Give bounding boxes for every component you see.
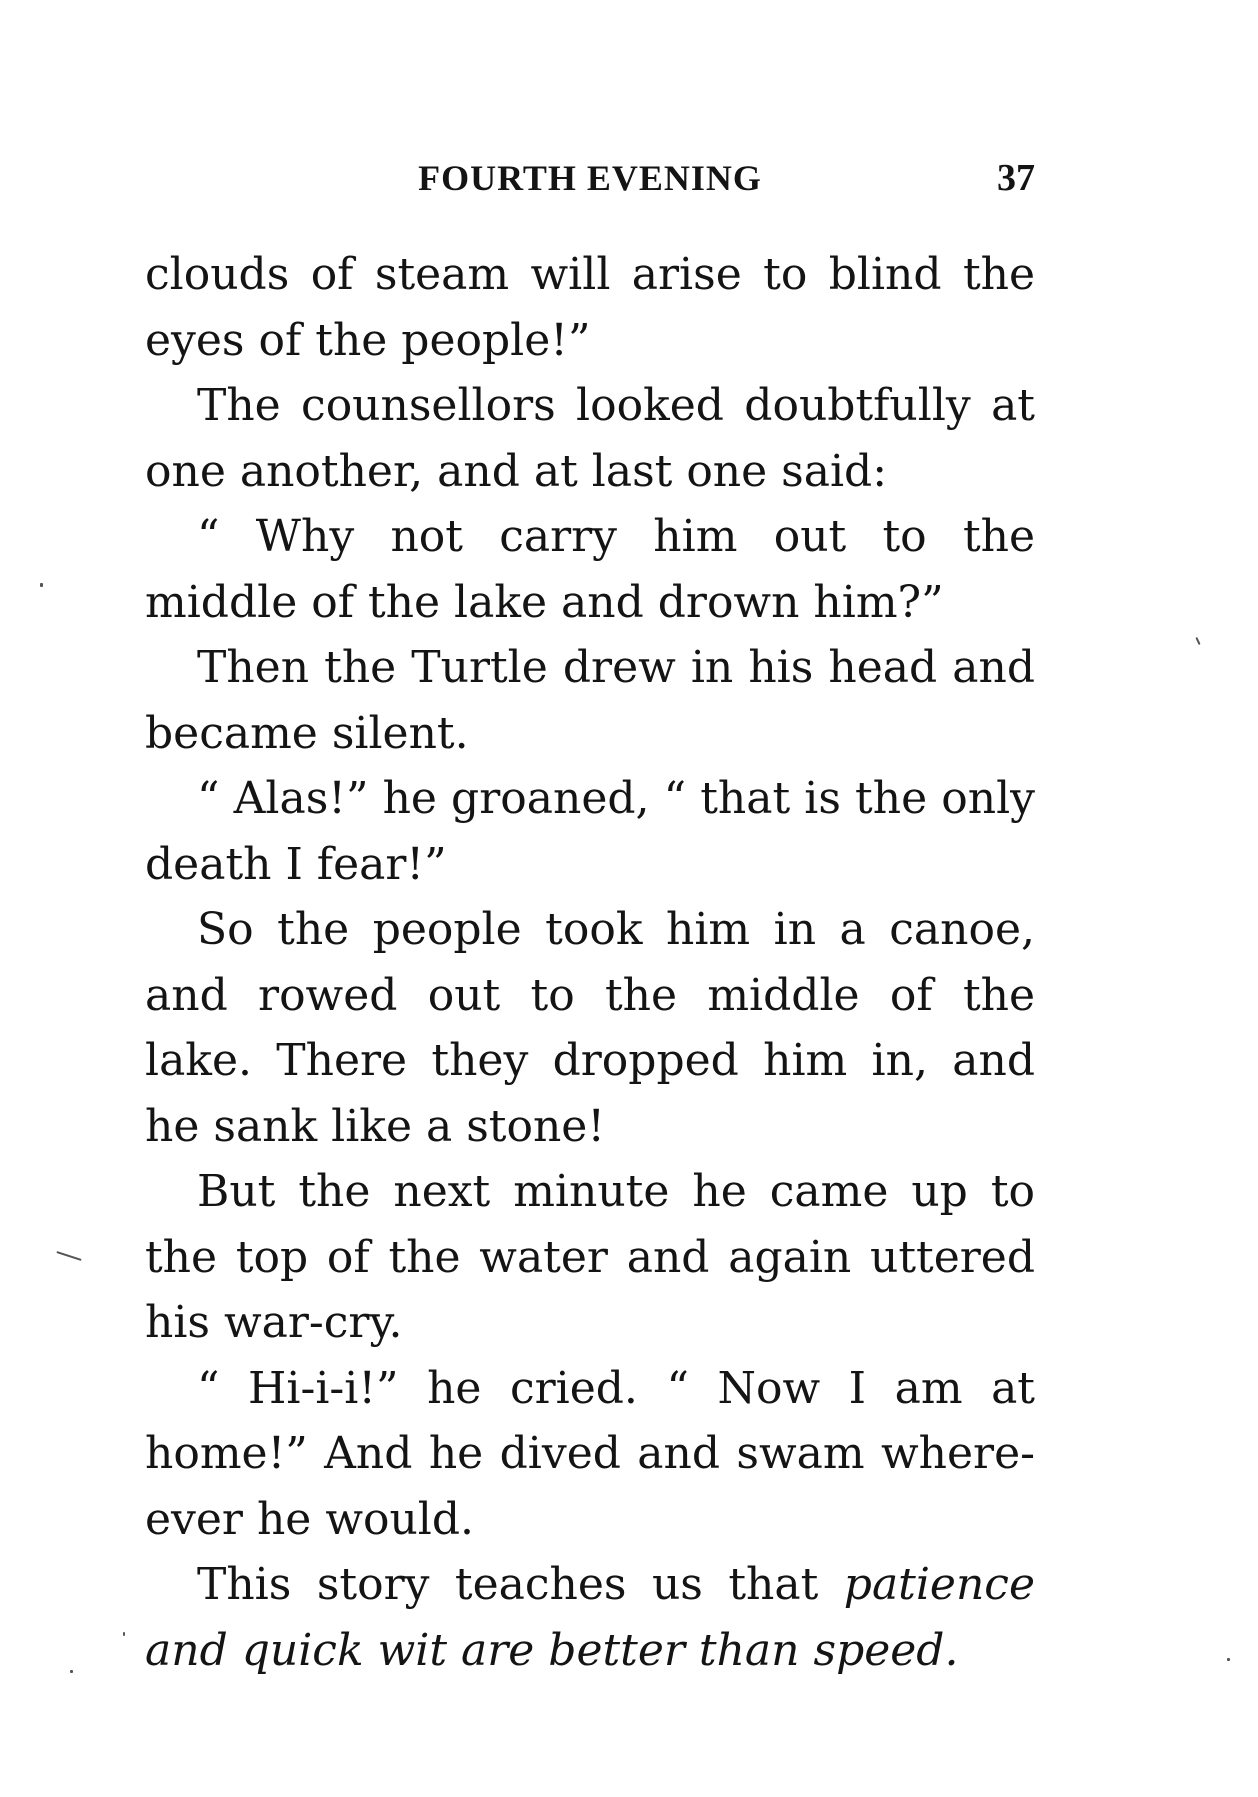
speck: [1227, 1658, 1230, 1661]
speck: [123, 1632, 125, 1636]
paragraph-9: [145, 1552, 1035, 1683]
paragraph-2: The counsellors looked doubtfully at one another, and at last one said:: [145, 380, 1035, 497]
paragraph-6: So the people took him in a canoe, and rowed out to the middle of the lake. There they dropped him in, and he sank like a stone!: [145, 904, 1035, 1152]
paragraph-3: “ Why not carry him out to the middle of the lake and drown him?”: [145, 511, 1035, 628]
paragraph-1: clouds of steam will arise to blind the eyes of the people!”: [145, 249, 1035, 366]
body-text: [145, 242, 1035, 1683]
page-number: 37: [997, 157, 1035, 199]
speck: [70, 1670, 73, 1673]
paragraph-8: “ Hi-i-i!” he cried. “ Now I am at home!” And he dived and swam whereever he would.: [145, 1362, 1035, 1545]
speck: [56, 1251, 81, 1261]
speck: [1195, 637, 1200, 645]
paragraph-7: But the next minute he came up to the top of the water and again uttered his war-cry.: [145, 1166, 1035, 1348]
speck: [40, 583, 43, 587]
running-head: [145, 150, 1035, 206]
running-title: FOURTH EVENING: [418, 158, 762, 198]
moral-italic: patience and quick wit are better than speed.: [145, 1559, 1035, 1676]
paragraph-4: Then the Turtle drew in his head and became silent.: [145, 642, 1035, 759]
moral-lead-in: This story teaches us that: [197, 1559, 844, 1610]
paragraph-5: “ Alas!” he groaned, “ that is the only death I fear!”: [145, 773, 1035, 890]
